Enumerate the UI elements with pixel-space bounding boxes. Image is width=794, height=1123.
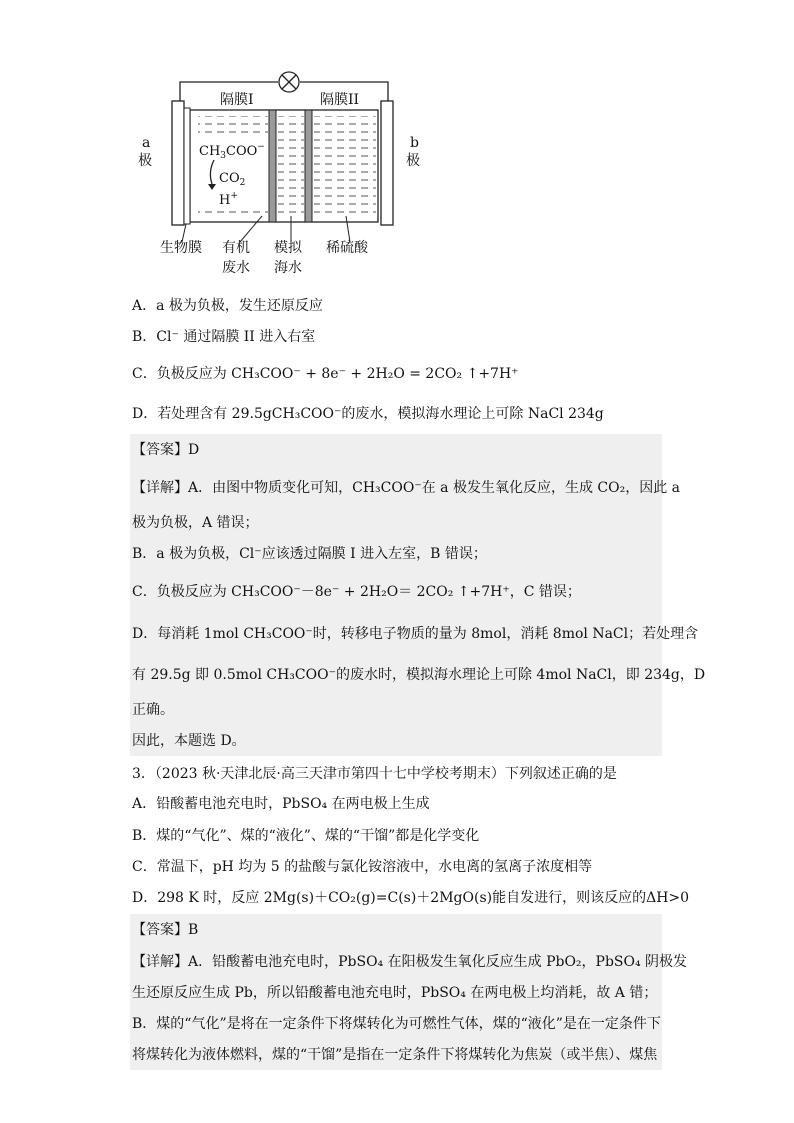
q2-detail-6: 有 29.5g 即 0.5mol CH₃COO⁻的废水时，模拟海水理论上可除 4mol NaCl，即 234g，D <box>132 667 706 683</box>
q3-detail-2: 生还原反应生成 Pb，所以铅酸蓄电池充电时，PbSO₄ 在两电极上均消耗，故 A 错； <box>132 985 658 1001</box>
q3-option-d: D．298 K 时，反应 2Mg(s)＋CO₂(g)=C(s)＋2MgO(s)能自发进行，则该反应的ΔH>0 <box>132 890 690 906</box>
q3-detail-1: 【详解】A．铅酸蓄电池充电时，PbSO₄ 在阳极发生氧化反应生成 PbO₂，PbSO₄ 阴极发 <box>132 954 688 970</box>
q3-detail-4: 将煤转化为液体燃料，煤的“干馏”是指在一定条件下将煤转化为焦炭（或半焦）、煤焦 <box>132 1047 658 1063</box>
membrane-2-label: 隔膜II <box>320 92 360 108</box>
q2-option-d: D．若处理含有 29.5gCH₃COO⁻的废水，模拟海水理论上可除 NaCl 234g <box>132 406 604 422</box>
b-pole-letter: b <box>410 135 419 151</box>
electrolysis-cell-svg <box>0 0 794 290</box>
species-h: H+ <box>219 191 238 208</box>
a-pole-char: 极 <box>138 153 152 169</box>
q2-detail-8: 因此，本题选 D。 <box>132 733 246 749</box>
membrane-2 <box>305 110 312 222</box>
b-pole-char: 极 <box>406 153 420 169</box>
q2-option-b: B．Cl⁻ 通过隔膜 II 进入右室 <box>132 329 316 345</box>
electrode-b <box>381 101 393 225</box>
q2-detail-7: 正确。 <box>132 702 174 718</box>
lamp-icon <box>279 72 299 92</box>
organic-label-2: 废水 <box>222 260 250 276</box>
seawater-label-1: 模拟 <box>274 240 302 256</box>
q2-detail-1: 【详解】A．由图中物质变化可知，CH₃COO⁻在 a 极发生氧化反应，生成 CO₂，因此 a <box>132 480 680 496</box>
q2-detail-2: 极为负极，A 错误； <box>132 515 259 531</box>
biofilm-layer <box>184 108 190 224</box>
species-acetate: $CH_3COO^-$ <box>199 142 265 161</box>
q3-detail-3: B．煤的“气化”是将在一定条件下将煤转化为可燃性气体，煤的“液化”是在一定条件下 <box>132 1016 661 1032</box>
membrane-1 <box>269 110 276 222</box>
q2-detail-3: B．a 极为负极，Cl⁻应该透过隔膜 I 进入左室，B 错误； <box>132 546 487 562</box>
biofilm-label: 生物膜 <box>160 240 202 256</box>
membrane-1-label: 隔膜I <box>220 92 254 108</box>
a-pole-letter: a <box>142 135 151 151</box>
q3-option-c: C．常温下，pH 均为 5 的盐酸与氯化铵溶液中，水电离的氢离子浓度相等 <box>132 859 593 875</box>
acid-label: 稀硫酸 <box>326 240 368 256</box>
q3-option-b: B．煤的“气化”、煤的“液化”、煤的“干馏”都是化学变化 <box>132 828 480 844</box>
q2-detail-4: C．负极反应为 CH₃COO⁻－8e⁻ + 2H₂O＝ 2CO₂ ↑+7H⁺，C 错误； <box>132 584 581 600</box>
q2-answer: 【答案】D <box>132 442 200 458</box>
organic-label-1: 有机 <box>222 240 250 256</box>
q3-answer: 【答案】B <box>132 922 199 938</box>
q2-option-c: C．负极反应为 CH₃COO⁻ + 8e⁻ + 2H₂O = 2CO₂ ↑+7H⁺ <box>132 366 519 382</box>
species-co2: $CO_2$ <box>219 171 246 188</box>
q3-stem: 3．（2023 秋·天津北辰·高三天津市第四十七中学校考期末）下列叙述正确的是 <box>132 766 617 782</box>
q2-detail-5: D．每消耗 1mol CH₃COO⁻时，转移电子物质的量为 8mol，消耗 8mol NaCl；若处理含 <box>132 626 699 642</box>
q3-option-a: A．铅酸蓄电池充电时，PbSO₄ 在两电极上生成 <box>132 796 430 812</box>
electrode-a <box>172 101 184 225</box>
q2-option-a: A．a 极为负极，发生还原反应 <box>132 298 323 314</box>
seawater-label-2: 海水 <box>274 260 302 276</box>
